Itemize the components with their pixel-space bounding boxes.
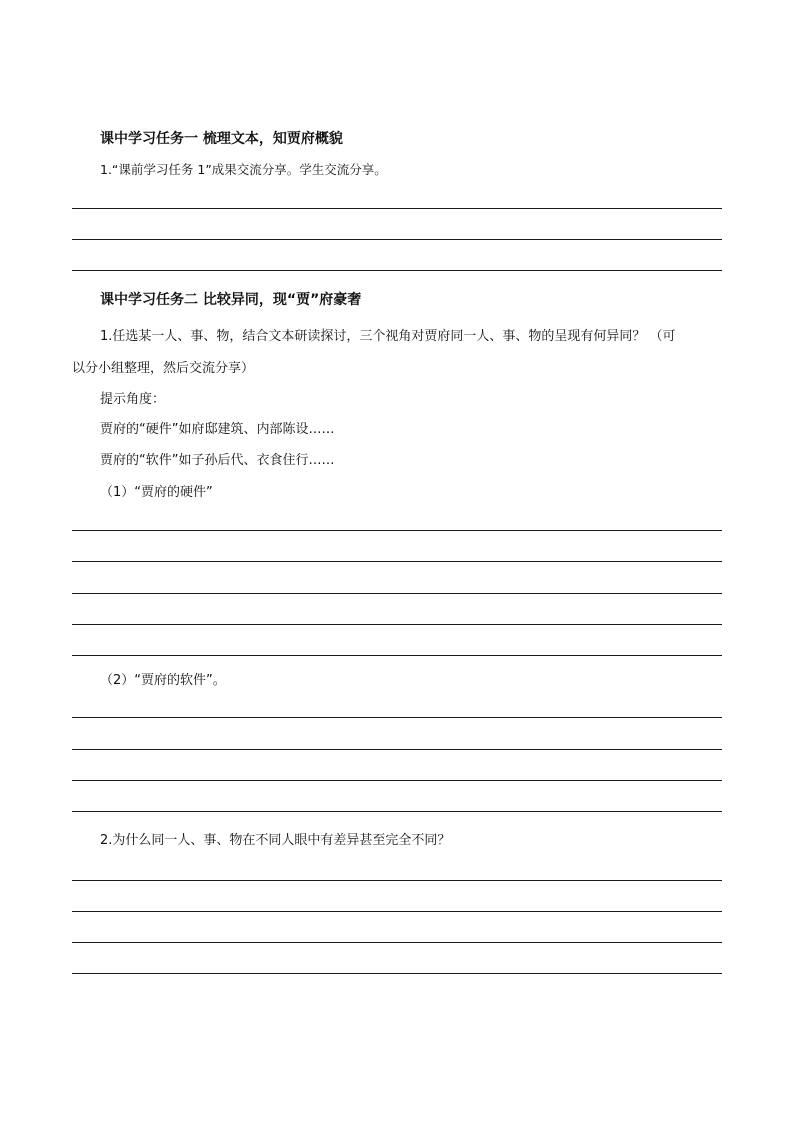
- answer-line: [72, 942, 722, 943]
- question1-line1: 1.任选某一人、事、物，结合文本研读探讨，三个视角对贾府同一人、事、物的呈现有何异同？ （可: [100, 329, 676, 344]
- answer-line: [72, 239, 722, 240]
- subquestion-hardware: （1）“贾府的硬件”: [100, 485, 213, 500]
- answer-line: [72, 717, 722, 718]
- answer-line: [72, 880, 722, 881]
- section1-heading: 课中学习任务一 梳理文本，知贾府概貌: [100, 131, 343, 147]
- answer-line: [72, 624, 722, 625]
- answer-line: [72, 911, 722, 912]
- question2: 2.为什么同一人、事、物在不同人眼中有差异甚至完全不同？: [100, 833, 451, 848]
- question1-line2: 以分小组整理，然后交流分享）: [72, 361, 255, 376]
- hint-label: 提示角度：: [100, 392, 166, 407]
- answer-line: [72, 561, 722, 562]
- answer-line: [72, 811, 722, 812]
- answer-line: [72, 208, 722, 209]
- answer-line: [72, 593, 722, 594]
- answer-line: [72, 270, 722, 271]
- answer-line: [72, 655, 722, 656]
- hint-software: 贾府的“软件”如子孙后代、衣食住行……: [100, 453, 335, 468]
- section2-heading: 课中学习任务二 比较异同，现“贾”府豪奢: [100, 292, 362, 308]
- section1-item1: 1.“课前学习任务 1”成果交流分享。学生交流分享。: [100, 162, 387, 177]
- hint-hardware: 贾府的“硬件”如府邸建筑、内部陈设……: [100, 422, 335, 437]
- answer-line: [72, 780, 722, 781]
- answer-line: [72, 530, 722, 531]
- answer-line: [72, 973, 722, 974]
- subquestion-software: （2）“贾府的软件”。: [100, 673, 226, 688]
- answer-line: [72, 749, 722, 750]
